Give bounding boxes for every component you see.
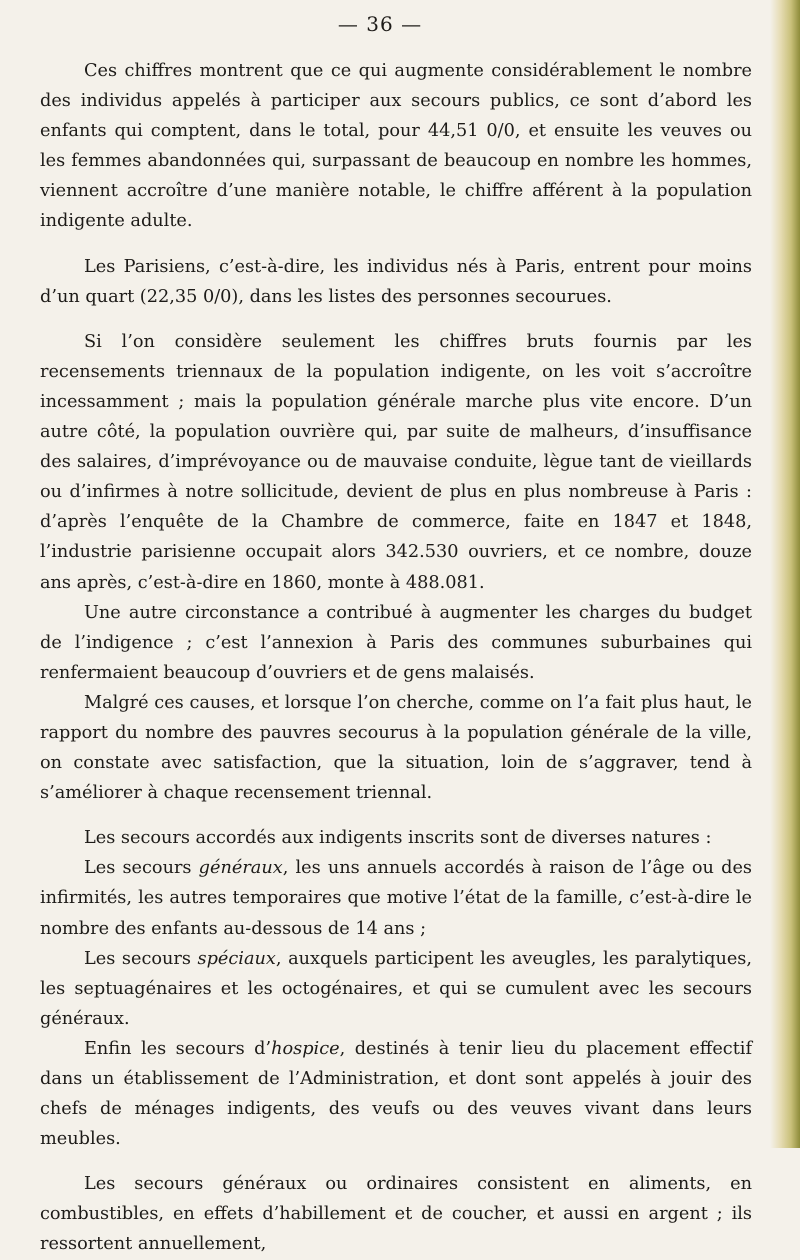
paragraph-census-figures: Si l’on considère seulement les chiffres bruts fournis par les recensements triennaux de la population indigente, on les voit s’accroître incessamment ; mais la population générale marche plus vite encore. D’un autre côté, la population ouvrière qui, par suite de malheurs, d’insuffisance des salaires, d’imprévoyance ou de mauvaise conduite, lègue tant de vieillards ou d’infirmes à notre sollicitude, devient de plus en plus nombreuse à Paris : d’après l’enquête de la Chambre de commerce, faite en 1847 et 1848, l’industrie parisienne occupait alors 342.530 ouvriers, et ce nombre, douze ans après, c’est-à-dire en 1860, monte à 488.081. — [40, 331, 752, 593]
paragraph-ratio: Malgré ces causes, et lorsque l’on cherche, comme on l’a fait plus haut, le rapport du nombre des pauvres secourus à la population générale de la ville, on constate avec satisfaction, que la situation, loin de s’aggraver, tend à s’améliorer à chaque recensement triennal. — [40, 692, 752, 804]
paragraph-children-widows: Ces chiffres montrent que ce qui augmente considérablement le nombre des individus appelés à participer aux secours publics, ce sont d’abord les enfants qui comptent, dans le total, pour 44,51 0/0, et ensuite les veuves ou les femmes abandonnées qui, surpassant de beaucoup en nombre les hommes, viennent accroître d’une manière notable, le chiffre afférent à la population indigente adulte. — [40, 61, 752, 232]
body-text — [40, 56, 752, 1260]
paragraph-ordinary-relief: Les secours généraux ou ordinaires consistent en aliments, en combustibles, en effets d’habillement et de coucher, et aussi en argent ; ils ressortent annuellement, — [40, 1174, 752, 1255]
page-number: — 36 — — [337, 12, 423, 36]
paragraph-annexation: Une autre circonstance a contribué à augmenter les charges du budget de l’indigence ; c’est l’annexion à Paris des communes suburbaines qui renfermaient beaucoup d’ouvriers et de gens malaisés. — [40, 602, 752, 683]
paragraph-parisians: Les Parisiens, c’est-à-dire, les individus nés à Paris, entrent pour moins d’un quart (22,35 0/0), dans les listes des personnes secourues. — [40, 256, 752, 307]
paragraph-general-relief: Les secours généraux, les uns annuels accordés à raison de l’âge ou des infirmités, les autres temporaires que motive l’état de la famille, c’est-à-dire le nombre des enfants au-dessous de 14 ans ; — [40, 858, 752, 939]
paragraph-special-relief: Les secours spéciaux, auxquels participent les aveugles, les paralytiques, les septuagénaires et les octogénaires, et qui se cumulent avec les secours généraux. — [40, 948, 752, 1029]
paragraph-hospice-relief: Enfin les secours d’hospice, destinés à tenir lieu du placement effectif dans un établissement de l’Administration, et dont sont appelés à jouir des chefs de ménages indigents, des veufs ou des veuves vivant dans leurs meubles. — [40, 1038, 752, 1150]
page-edge-shadow — [770, 0, 800, 1148]
term-speciaux: spéciaux — [197, 948, 276, 969]
paragraph-relief-types: Les secours accordés aux indigents inscrits sont de diverses natures : — [84, 828, 712, 849]
term-hospice: hospice — [271, 1038, 340, 1059]
term-generaux: généraux — [198, 858, 283, 879]
